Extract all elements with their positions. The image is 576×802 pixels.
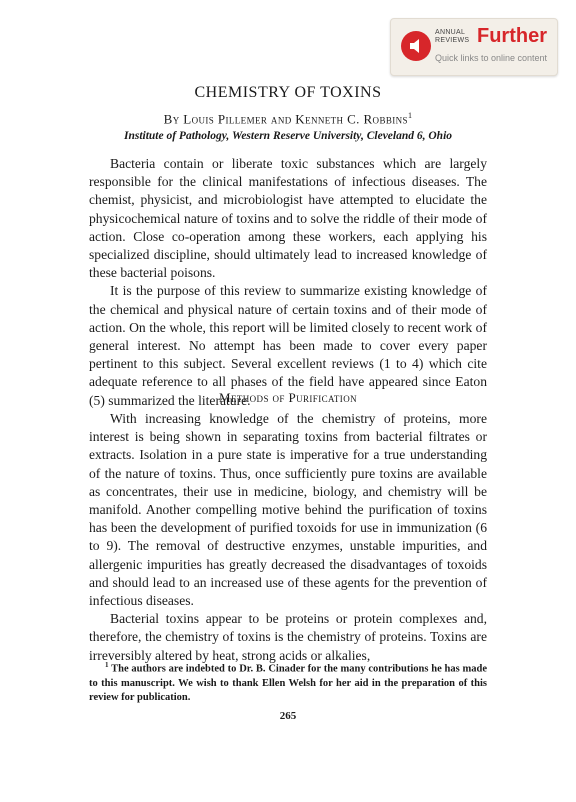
purification-section xyxy=(89,410,487,665)
footnote xyxy=(89,658,487,705)
paragraph: It is the purpose of this review to summarize existing knowledge of the chemical and physical nature of certain toxins and of their mode of action. On the whole, this report will be limited closely to recent work of general interest. No attempt has been made to cover every paper pertinent to this subject. Several excellent reviews (1 to 4) which cite adequate reference to all phases of the field have appeared since Eaton (5) summarized the literature. xyxy=(89,283,487,408)
authors-text: By Louis Pillemer and Kenneth C. Robbins xyxy=(163,111,408,127)
author-footnote-mark: 1 xyxy=(407,111,413,120)
author-line xyxy=(0,111,576,127)
footnote-text: The authors are indebted to Dr. B. Cinader for the many contributions he has made to this manuscript. We wish to thank Ellen Welsh for her aid in the preparation of this review for publication. xyxy=(89,663,487,703)
further-subtitle: Quick links to online content xyxy=(435,53,548,63)
annual-reviews-logo: ANNUAL REVIEWS xyxy=(435,29,470,44)
footnote-mark: 1 xyxy=(105,661,109,669)
paragraph: Bacteria contain or liberate toxic substances which are largely responsible for the clinical manifestations of infectious diseases. The chemist, physicist, and microbiologist have attempted to elucidate the physicochemical nature of toxins and to solve the riddle of their mode of action. Close co-operation among these workers, each applying his specialized discipline, should ultimately lead to increased knowledge of these bacterial poisons. xyxy=(89,156,487,281)
speaker-icon[interactable] xyxy=(401,31,431,61)
paragraph: With increasing knowledge of the chemistry of proteins, more interest is being shown in separating toxins from bacterial filtrates or extracts. Isolation in a pure state is imperative for a true understanding of the nature of toxins. Thus, once sufficiently pure toxins are available as concentrates, their use in medicine, biology, and chemistry will be manifold. Another compelling motive behind the purification of toxins has been the development of purified toxoids for use in immunization (6 to 9). The removal of destructive enzymes, unstable impurities, and allergenic impurities has greatly decreased the disadvantages of toxoids and should lead to an increased use of these agents for the prevention of infectious diseases. xyxy=(89,411,487,609)
annual-reviews-further-badge[interactable] xyxy=(390,18,558,76)
paragraph: Bacterial toxins appear to be proteins or protein complexes and, therefore, the chemistry of toxins is the chemistry of proteins. Toxins are irreversibly altered by heat, strong acids or alkalies, xyxy=(89,611,487,663)
page-number: 265 xyxy=(279,710,297,722)
section-heading: Methods of Purification xyxy=(219,390,357,405)
affiliation: Institute of Pathology, Western Reserve University, Cleveland 6, Ohio xyxy=(123,130,453,142)
further-title[interactable]: Further xyxy=(477,25,547,47)
article-title: CHEMISTRY OF TOXINS xyxy=(194,84,382,101)
intro-section xyxy=(89,155,487,410)
